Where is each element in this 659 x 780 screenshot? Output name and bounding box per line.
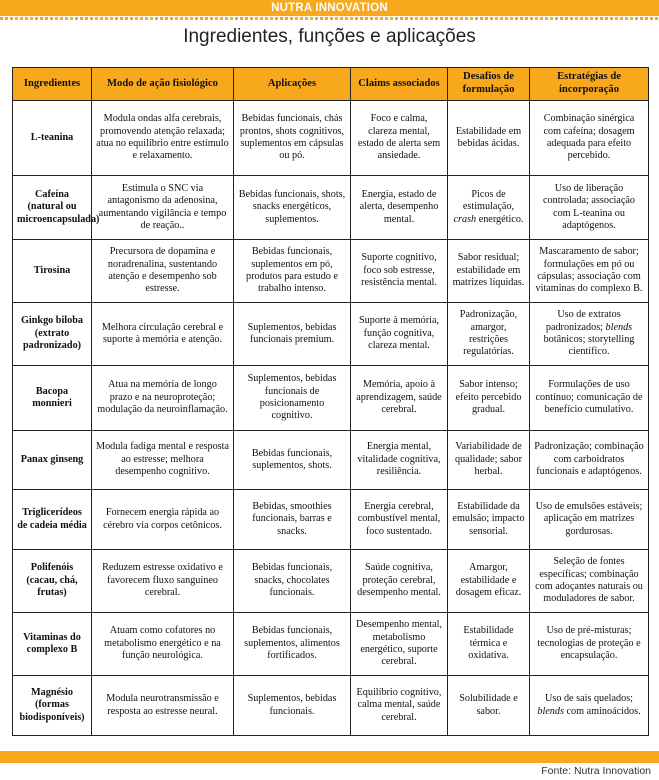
mode-cell: Precursora de dopamina e noradrenalina, sustentando atenção e desempenho sob estresse. [92,240,234,303]
ingredient-cell: Cafeína (natural ou microencapsulada) [13,176,92,240]
table-row [13,176,649,240]
table-row [13,431,649,490]
column-header: Claims associados [351,68,448,101]
table-row [13,550,649,613]
applications-cell: Bebidas funcionais, shots, snacks energéticos, suplementos. [234,176,351,240]
strategies-cell [530,303,649,366]
decorative-stripe [0,17,659,20]
challenges-cell: Sabor intenso; efeito percebido gradual. [448,366,530,431]
claims-cell: Energia cerebral, combustível mental, foco sustentado. [351,490,448,550]
strategies-cell [530,676,649,736]
brand-banner: NUTRA INNOVATION [0,0,659,16]
applications-cell: Bebidas funcionais, snacks, chocolates funcionais. [234,550,351,613]
strategies-text: com aminoácidos. [563,705,641,717]
claims-cell: Foco e calma, clareza mental, estado de alerta sem ansiedade. [351,101,448,176]
strategies-cell: Combinação sinérgica com cafeína; dosagem adequada para efeito percebido. [530,101,649,176]
strategies-text: botânicos; storytelling científico. [543,334,635,358]
claims-cell: Memória, apoio à aprendizagem, saúde cerebral. [351,366,448,431]
challenges-cell: Padronização, amargor, restrições regulatórias. [448,303,530,366]
table-row [13,101,649,176]
applications-cell: Suplementos, bebidas funcionais premium. [234,303,351,366]
mode-cell: Melhora circulação cerebral e suporte à memória e atenção. [92,303,234,366]
claims-cell: Desempenho mental, metabolismo energético, suporte cerebral. [351,613,448,676]
claims-cell: Energia, estado de alerta, desempenho mental. [351,176,448,240]
strategies-cell: Padronização; combinação com carboidratos funcionais e adaptógenos. [530,431,649,490]
challenges-cell: Estabilidade em bebidas ácidas. [448,101,530,176]
mode-cell: Modula ondas alfa cerebrais, promovendo atenção relaxada; atua no equilíbrio entre estímulo e relaxamento. [92,101,234,176]
table-row [13,366,649,431]
strategies-cell: Seleção de fontes específicas; combinação com adoçantes naturais ou moduladores de sabor. [530,550,649,613]
mode-cell: Reduzem estresse oxidativo e favorecem fluxo sanguíneo cerebral. [92,550,234,613]
claims-cell: Equilíbrio cognitivo, calma mental, saúde cerebral. [351,676,448,736]
mode-cell: Modula fadiga mental e resposta ao estresse; melhora desempenho cognitivo. [92,431,234,490]
mode-cell: Modula neurotransmissão e resposta ao estresse neural. [92,676,234,736]
strategies-text: Uso de extratos padronizados; [545,309,621,333]
ingredient-cell: Panax ginseng [13,431,92,490]
page-title: Ingredientes, funções e aplicações [183,26,476,47]
challenges-cell: Solubilidade e sabor. [448,676,530,736]
claims-cell: Energia mental, vitalidade cognitiva, resiliência. [351,431,448,490]
mode-cell: Atua na memória de longo prazo e na neuroproteção; modulação da neuroinflamação. [92,366,234,431]
column-header: Ingredientes [13,68,92,101]
applications-cell: Bebidas funcionais, suplementos em pó, produtos para estudo e trabalho intenso. [234,240,351,303]
applications-cell: Bebidas funcionais, suplementos, shots. [234,431,351,490]
table-row [13,676,649,736]
table-header-row [13,68,649,101]
challenges-cell: Variabilidade de qualidade; sabor herbal. [448,431,530,490]
challenges-text: energético. [476,213,524,225]
strategies-text: Uso de sais quelados; [545,693,633,705]
column-header: Estratégias de incorporação [530,68,649,101]
strategies-emphasis: blends [605,321,633,333]
claims-cell: Saúde cognitiva, proteção cerebral, desempenho mental. [351,550,448,613]
mode-cell: Atuam como cofatores no metabolismo energético e na função neurológica. [92,613,234,676]
footer-bar [0,751,659,763]
table-row [13,490,649,550]
column-header: Desafios de formulação [448,68,530,101]
ingredient-cell: Polifenóis (cacau, chá, frutas) [13,550,92,613]
mode-cell: Fornecem energia rápida ao cérebro via corpos cetônicos. [92,490,234,550]
column-header: Modo de ação fisiológico [92,68,234,101]
source-credit: Fonte: Nutra Innovation [541,765,651,777]
challenges-cell: Sabor residual; estabilidade em matrizes líquidas. [448,240,530,303]
challenges-text: Picos de estimulação, [462,188,515,213]
applications-cell: Suplementos, bebidas funcionais. [234,676,351,736]
challenges-cell: Estabilidade térmica e oxidativa. [448,613,530,676]
ingredient-cell: Tirosina [13,240,92,303]
challenges-cell: Estabilidade da emulsão; impacto sensorial. [448,490,530,550]
claims-cell: Suporte à memória, função cognitiva, clareza mental. [351,303,448,366]
claims-cell: Suporte cognitivo, foco sob estresse, resistência mental. [351,240,448,303]
strategies-emphasis: blends [537,705,564,717]
applications-cell: Bebidas funcionais, suplementos, alimentos fortificados. [234,613,351,676]
ingredient-cell: Magnésio (formas biodisponíveis) [13,676,92,736]
applications-cell: Bebidas, smoothies funcionais, barras e snacks. [234,490,351,550]
strategies-cell: Uso de liberação controlada; associação com L-teanina ou adaptógenos. [530,176,649,240]
strategies-cell: Uso de emulsões estáveis; aplicação em matrizes gordurosas. [530,490,649,550]
ingredient-cell: Ginkgo biloba (extrato padronizado) [13,303,92,366]
mode-cell: Estimula o SNC via antagonismo da adenosina, aumentando vigilância e tempo de reação.. [92,176,234,240]
ingredient-cell: L-teanina [13,101,92,176]
strategies-cell: Mascaramento de sabor; formulações em pó ou cápsulas; associação com vitaminas do complexo B. [530,240,649,303]
ingredients-table [12,67,649,736]
challenges-emphasis: crash [453,213,477,225]
ingredient-cell: Bacopa monnieri [13,366,92,431]
strategies-cell: Formulações de uso contínuo; comunicação de benefício cumulativo. [530,366,649,431]
applications-cell: Suplementos, bebidas funcionais de posicionamento cognitivo. [234,366,351,431]
table-row [13,240,649,303]
applications-cell: Bebidas funcionais, chás prontos, shots cognitivos, suplementos em cápsulas ou pó. [234,101,351,176]
column-header: Aplicações [234,68,351,101]
ingredient-cell: Vitaminas do complexo B [13,613,92,676]
strategies-cell: Uso de pré-misturas; tecnologias de proteção e encapsulação. [530,613,649,676]
challenges-cell [448,176,530,240]
ingredient-cell: Triglicerídeos de cadeia média [13,490,92,550]
table-row [13,613,649,676]
table-row [13,303,649,366]
challenges-cell: Amargor, estabilidade e dosagem eficaz. [448,550,530,613]
